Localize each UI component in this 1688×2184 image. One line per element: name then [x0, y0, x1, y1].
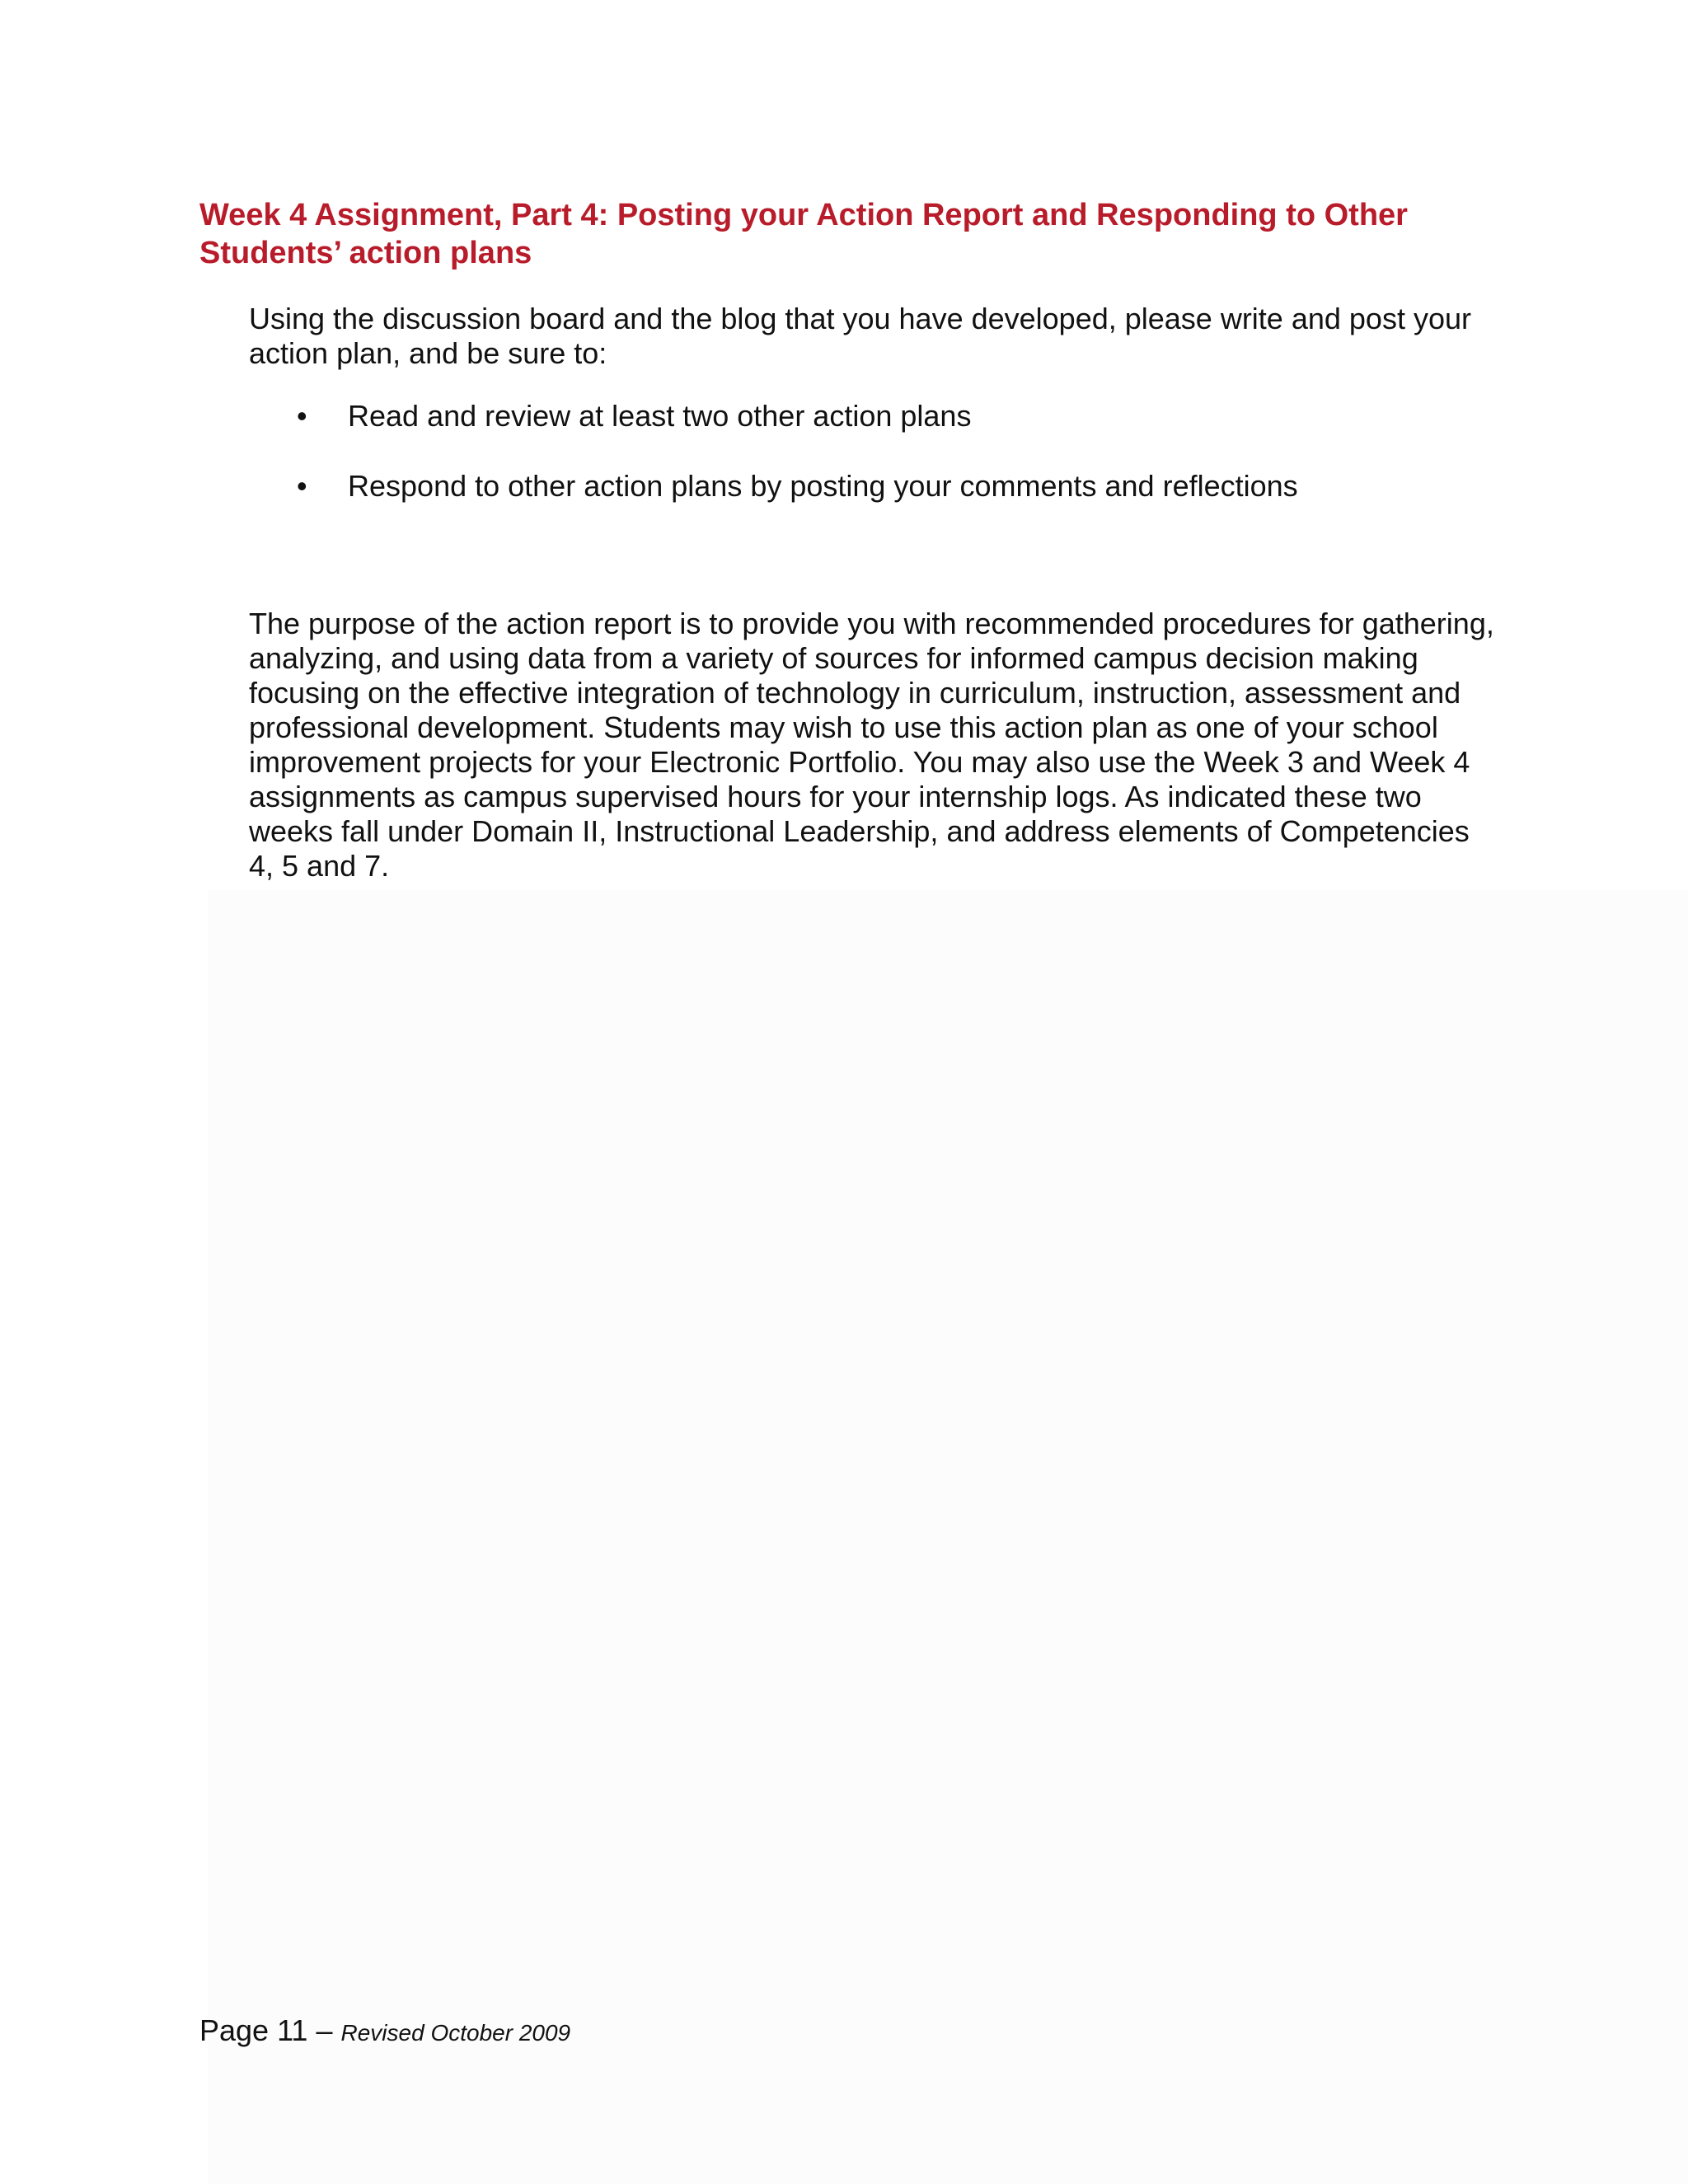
list-item-text: Respond to other action plans by posting your comments and reflections [348, 469, 1298, 503]
list-item-text: Read and review at least two other action plans [348, 399, 972, 433]
bullet-icon: • [297, 399, 307, 433]
list-item [249, 399, 1502, 434]
page-number: Page 11 – [199, 2013, 333, 2047]
requirements-list [249, 399, 1502, 539]
section-heading: Week 4 Assignment, Part 4: Posting your Action Report and Responding to Other Students’ action plans [199, 198, 1408, 270]
purpose-paragraph: The purpose of the action report is to provide you with recommended procedures for gathering, analyzing, and using data from a variety of sources for informed campus decision making focusing on the effective integration of technology in curriculum, instruction, assessment and professional development. Students may wish to use this action plan as one of your school improvement projects for your Electronic Portfolio. You may also use the Week 3 and Week 4 assignments as campus supervised hours for your internship logs. As indicated these two weeks fall under Domain II, Instructional Leadership, and address elements of Competencies 4, 5 and 7. [249, 607, 1494, 883]
intro-paragraph: Using the discussion board and the blog that you have developed, please write and post your action plan, and be sure to: [249, 302, 1471, 370]
page-footer [199, 2013, 570, 2051]
revision-note: Revised October 2009 [340, 2020, 571, 2046]
bullet-icon: • [297, 469, 307, 503]
page-background [208, 890, 1688, 2184]
list-item [249, 469, 1502, 504]
